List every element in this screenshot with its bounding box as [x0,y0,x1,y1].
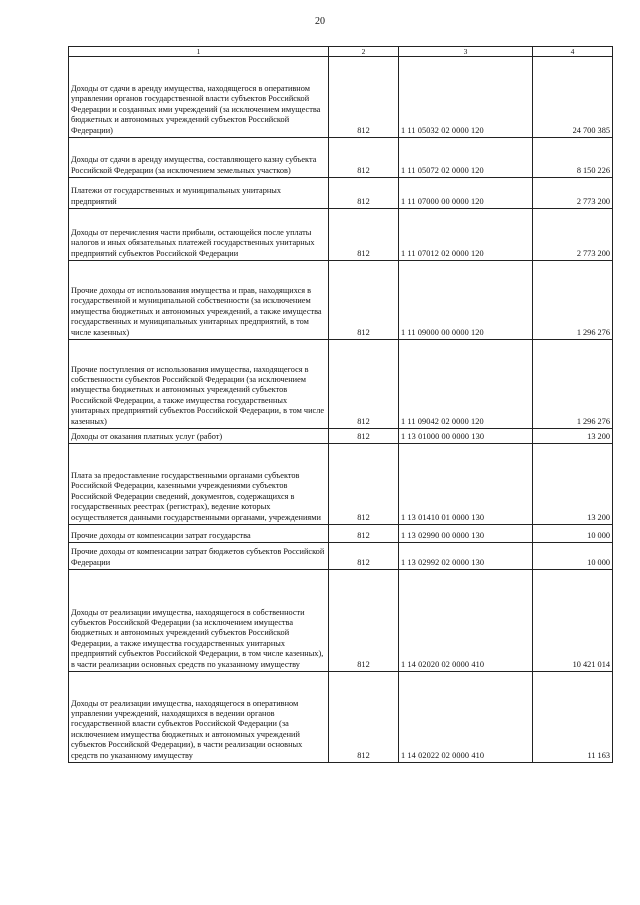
table-row [69,261,613,340]
table-row [69,138,613,178]
income-name: Доходы от сдачи в аренду имущества, находящегося в оперативном управлении органов государственной власти субъектов Российской Федерации и созданных ими учреждений (за исключением имущества бюджетных и автономных учреждений субъектов Российской Федерации) [69,57,329,138]
column-header: 2 [329,47,399,57]
table-row [69,57,613,138]
column-header: 1 [69,47,329,57]
amount: 2 773 200 [533,209,613,261]
income-name: Доходы от реализации имущества, находящегося в оперативном управлении учреждений, находящихся в ведении органов государственной власти субъектов Российской Федерации (за исключением имущества бюджетных и автономных учреждений субъектов Российской Федерации), в части реализации основных средств по указанному имуществу [69,672,329,763]
amount: 2 773 200 [533,178,613,209]
admin-code: 812 [329,209,399,261]
table-row [69,209,613,261]
table-row [69,543,613,570]
page-number: 20 [315,16,325,27]
income-name: Прочие поступления от использования имущества, находящегося в собственности субъектов Российской Федерации (за исключением имущества бюджетных и автономных учреждений субъектов Российской Федерации, а также имущества государственных унитарных предприятий субъектов Российской Федерации, в том числе казенных) [69,340,329,429]
budget-classification-code: 1 14 02020 02 0000 410 [399,570,533,672]
amount: 10 000 [533,525,613,543]
budget-classification-code: 1 13 01000 00 0000 130 [399,429,533,444]
budget-classification-code: 1 13 02990 00 0000 130 [399,525,533,543]
admin-code: 812 [329,57,399,138]
admin-code: 812 [329,672,399,763]
amount: 10 421 014 [533,570,613,672]
income-name: Плата за предоставление государственными органами субъектов Российской Федерации, казенными учреждениями субъектов Российской Федерации сведений, документов, содержащихся в государственных реестрах (регистрах), ведение которых осуществляется данными государственными органами, учреждениями [69,444,329,525]
budget-classification-code: 1 13 01410 01 0000 130 [399,444,533,525]
income-name: Прочие доходы от компенсации затрат государства [69,525,329,543]
budget-classification-code: 1 11 05032 02 0000 120 [399,57,533,138]
income-name: Платежи от государственных и муниципальных унитарных предприятий [69,178,329,209]
amount: 13 200 [533,444,613,525]
budget-classification-code: 1 11 09000 00 0000 120 [399,261,533,340]
admin-code: 812 [329,429,399,444]
admin-code: 812 [329,340,399,429]
income-name: Доходы от оказания платных услуг (работ) [69,429,329,444]
income-name: Доходы от реализации имущества, находящегося в собственности субъектов Российской Федерации (за исключением имущества бюджетных и автономных учреждений субъектов Российской Федерации, а также имущества государственных унитарных предприятий субъектов Российской Федерации, в том числе казенных), в части реализации основных средств по указанному имуществу [69,570,329,672]
column-header: 4 [533,47,613,57]
amount: 10 000 [533,543,613,570]
amount: 24 700 385 [533,57,613,138]
income-name: Доходы от сдачи в аренду имущества, составляющего казну субъекта Российской Федерации (за исключением земельных участков) [69,138,329,178]
table-row [69,178,613,209]
column-header: 3 [399,47,533,57]
admin-code: 812 [329,261,399,340]
admin-code: 812 [329,570,399,672]
admin-code: 812 [329,444,399,525]
table-row [69,429,613,444]
revenue-table [68,46,613,763]
amount: 8 150 226 [533,138,613,178]
budget-classification-code: 1 14 02022 02 0000 410 [399,672,533,763]
table-row [69,340,613,429]
amount: 11 163 [533,672,613,763]
amount: 13 200 [533,429,613,444]
table-row [69,570,613,672]
budget-classification-code: 1 11 07012 02 0000 120 [399,209,533,261]
income-name: Прочие доходы от использования имущества и прав, находящихся в государственной и муниципальной собственности (за исключением имущества бюджетных и автономных учреждений, а также имущества государственных и муниципальных унитарных предприятий, в том числе казенных) [69,261,329,340]
budget-classification-code: 1 11 07000 00 0000 120 [399,178,533,209]
amount: 1 296 276 [533,340,613,429]
budget-classification-code: 1 11 09042 02 0000 120 [399,340,533,429]
budget-classification-code: 1 11 05072 02 0000 120 [399,138,533,178]
admin-code: 812 [329,525,399,543]
budget-classification-code: 1 13 02992 02 0000 130 [399,543,533,570]
income-name: Прочие доходы от компенсации затрат бюджетов субъектов Российской Федерации [69,543,329,570]
table-row [69,525,613,543]
admin-code: 812 [329,178,399,209]
table-row [69,444,613,525]
amount: 1 296 276 [533,261,613,340]
column-number-row [69,47,613,57]
table-row [69,672,613,763]
income-name: Доходы от перечисления части прибыли, остающейся после уплаты налогов и иных обязательных платежей государственных унитарных предприятий субъектов Российской Федерации [69,209,329,261]
admin-code: 812 [329,543,399,570]
admin-code: 812 [329,138,399,178]
